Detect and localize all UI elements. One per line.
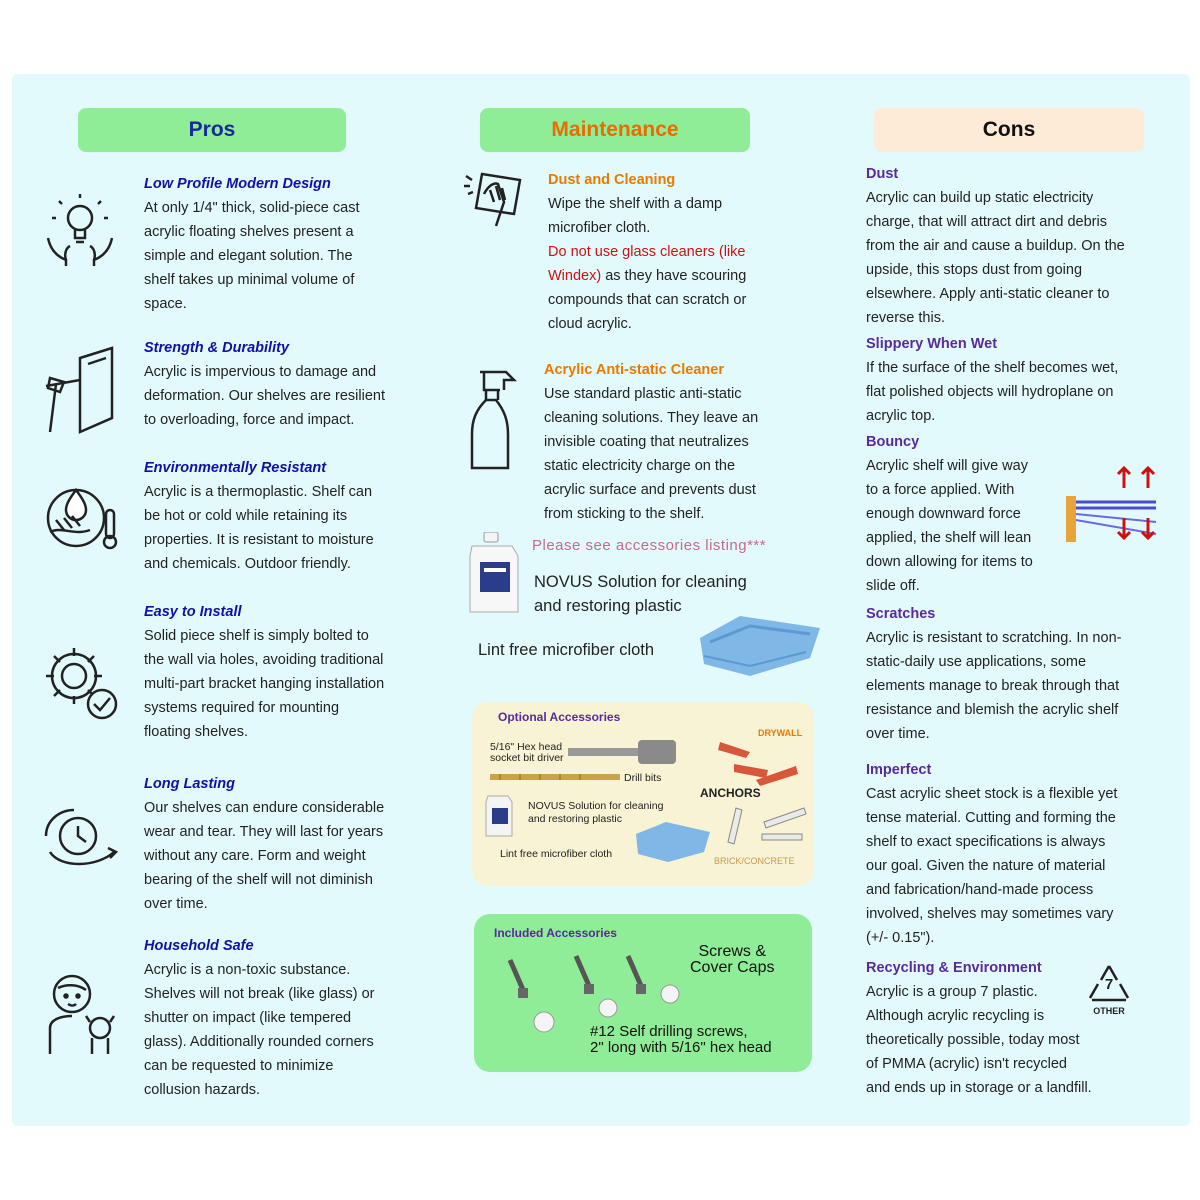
pros-item-line: Acrylic is impervious to damage and [144, 364, 377, 380]
anchors-label: ANCHORS [700, 786, 761, 800]
cons-item-dust [866, 162, 1166, 330]
recycle-number: 7 [1104, 976, 1114, 993]
pros-item-strength [144, 336, 444, 432]
drill-bits-label: Drill bits [624, 772, 662, 784]
microfiber-cloth-image [690, 610, 826, 676]
pros-header: Pros [78, 108, 346, 152]
pros-item-line: Acrylic is a thermoplastic. Shelf can [144, 484, 373, 500]
pros-item-install [144, 600, 444, 744]
included-accessories-box [474, 914, 812, 1072]
socket-driver-line: 5/16" Hex head [490, 741, 563, 753]
pros-item-low-profile [144, 172, 444, 316]
cons-item-line: to a force applied. With [866, 482, 1015, 498]
cons-item-bouncy [866, 430, 1066, 598]
cons-item-line: and ends up in storage or a landfill. [866, 1080, 1092, 1096]
pros-item-line: shutter on impact (like tempered [144, 1010, 352, 1026]
cons-item-line: flat polished objects will hydroplane on [866, 384, 1114, 400]
pros-item-line: simple and elegant solution. The [144, 248, 353, 264]
cons-item-imperfect [866, 758, 1176, 950]
cons-item-line: Cast acrylic sheet stock is a flexible yet [866, 786, 1118, 802]
pros-item-long-lasting [144, 772, 444, 916]
drywall-anchors-image [716, 734, 806, 794]
cons-item-line: theoretically possible, today most [866, 1032, 1080, 1048]
maintenance-antistatic-section [544, 358, 824, 526]
accessories-note: Please see accessories listing*** [532, 537, 767, 554]
cons-header: Cons [874, 108, 1144, 152]
pros-item-line: bearing of the shelf will not diminish [144, 872, 373, 888]
bouncy-shelf-diagram [1062, 464, 1162, 544]
cons-item-line: Although acrylic recycling is [866, 1008, 1045, 1024]
cons-item-line: charge, that will attract dirt and debris [866, 214, 1107, 230]
socket-driver-image [568, 738, 678, 766]
dust-line: Wipe the shelf with a damp [548, 196, 723, 212]
cloth-label: Lint free microfiber cloth [478, 641, 655, 659]
dust-cleaning-title: Dust and Cleaning [548, 172, 676, 188]
maintenance-header: Maintenance [480, 108, 750, 152]
pros-item-line: Shelves will not break (like glass) or [144, 986, 375, 1002]
pros-item-line: systems required for mounting [144, 700, 340, 716]
cons-item-line: down allowing for items to [866, 554, 1033, 570]
pros-item-title: Household Safe [144, 938, 254, 954]
pros-item-line: be hot or cold while retaining its [144, 508, 348, 524]
gear-check-icon [42, 644, 124, 726]
pros-item-line: properties. It is resistant to moisture [144, 532, 374, 548]
weather-resistance-icon [40, 480, 126, 556]
cons-item-title: Bouncy [866, 434, 920, 450]
novus-small-jug-image [484, 790, 516, 838]
antistatic-line: Use standard plastic anti-static [544, 386, 742, 402]
cons-item-line: elements manage to break through that [866, 678, 1120, 694]
optional-cloth-label: Lint free microfiber cloth [500, 848, 613, 860]
pros-item-line: acrylic floating shelves present a [144, 224, 354, 240]
dust-line: cloud acrylic. [548, 316, 632, 332]
pros-item-line: the wall via holes, avoiding traditional [144, 652, 384, 668]
pros-item-line: At only 1/4" thick, solid-piece cast [144, 200, 360, 216]
cons-item-line: elsewhere. Apply anti-static cleaner to [866, 286, 1110, 302]
cons-item-line: upside, this stops dust from going [866, 262, 1083, 278]
pros-item-line: and chemicals. Outdoor friendly. [144, 556, 351, 572]
antistatic-line: invisible coating that neutralizes [544, 434, 749, 450]
cons-item-slippery [866, 332, 1166, 428]
pros-item-title: Low Profile Modern Design [144, 176, 331, 192]
screws-caps-line: Screws & [698, 943, 767, 960]
cons-item-line: static-daily use applications, some [866, 654, 1087, 670]
recycle-label: OTHER [1093, 1006, 1125, 1016]
spray-bottle-icon [466, 368, 522, 472]
pros-item-title: Strength & Durability [144, 340, 290, 356]
pros-item-line: glass). Additionally rounded corners [144, 1034, 374, 1050]
cons-item-line: of PMMA (acrylic) isn't recycled [866, 1056, 1067, 1072]
cons-item-line: reverse this. [866, 310, 945, 326]
antistatic-line: from sticking to the shelf. [544, 506, 705, 522]
pros-item-line: without any care. Form and weight [144, 848, 366, 864]
recycle-7-icon [1084, 962, 1134, 1024]
screws-caps-label [690, 944, 774, 976]
included-accessories-title: Included Accessories [494, 926, 617, 940]
cons-item-line: If the surface of the shelf becomes wet, [866, 360, 1119, 376]
cons-item-title: Recycling & Environment [866, 960, 1042, 976]
pros-item-line: deformation. Our shelves are resilient [144, 388, 385, 404]
dust-line: compounds that can scratch or [548, 292, 747, 308]
cons-item-line: shelf to exact specifications is always [866, 834, 1106, 850]
dust-warning-line: Do not use glass cleaners (like [548, 244, 746, 260]
cons-item-line: from the air and cause a buildup. On the [866, 238, 1125, 254]
dust-warning-tail: as they have scouring [601, 268, 747, 284]
clock-cycle-icon [42, 808, 122, 870]
antistatic-title: Acrylic Anti-static Cleaner [544, 362, 724, 378]
screws-description-line: 2" long with 5/16" hex head [590, 1039, 772, 1056]
brick-anchors-image [724, 802, 808, 858]
dust-warning-line: Windex) [548, 268, 602, 284]
pros-item-title: Easy to Install [144, 604, 242, 620]
pros-item-title: Long Lasting [144, 776, 236, 792]
child-dog-icon [42, 968, 122, 1058]
pros-item-line: can be requested to minimize [144, 1058, 334, 1074]
optional-novus-line: NOVUS Solution for cleaning [528, 800, 664, 812]
cons-item-line: Acrylic can build up static electricity [866, 190, 1094, 206]
pros-item-line: Solid piece shelf is simply bolted to [144, 628, 369, 644]
cons-item-line: (+/- 0.15"). [866, 930, 935, 946]
cons-item-line: and fabrication/hand-made process [866, 882, 1094, 898]
cons-item-line: Acrylic is resistant to scratching. In non- [866, 630, 1122, 646]
pros-item-title: Environmentally Resistant [144, 460, 327, 476]
cons-item-line: applied, the shelf will lean [866, 530, 1032, 546]
novus-line: NOVUS Solution for cleaning [534, 573, 747, 591]
lightbulb-hands-icon [40, 190, 120, 270]
cons-item-line: our goal. Given the nature of material [866, 858, 1106, 874]
cons-item-line: involved, shelves may sometimes vary [866, 906, 1114, 922]
brick-concrete-label: BRICK/CONCRETE [714, 856, 795, 866]
antistatic-line: cleaning solutions. They leave an [544, 410, 759, 426]
screws-description-line: #12 Self drilling screws, [590, 1023, 748, 1040]
cons-item-line: over time. [866, 726, 930, 742]
pros-item-environment [144, 456, 444, 576]
wiping-hand-icon [460, 164, 532, 236]
cons-item-title: Imperfect [866, 762, 932, 778]
pros-item-line: to overloading, force and impact. [144, 412, 355, 428]
cons-item-scratches [866, 602, 1176, 746]
pros-item-line: Our shelves can endure considerable [144, 800, 385, 816]
pros-item-line: Acrylic is a non-toxic substance. [144, 962, 351, 978]
cons-item-line: enough downward force [866, 506, 1021, 522]
maintenance-dust-section [548, 168, 828, 336]
optional-cloth-image [632, 818, 712, 862]
cons-item-line: acrylic top. [866, 408, 936, 424]
socket-driver-label [490, 742, 564, 764]
cons-item-title: Dust [866, 166, 899, 182]
hammer-glass-icon [40, 344, 122, 436]
cons-item-line: Acrylic shelf will give way [866, 458, 1028, 474]
optional-novus-line: and restoring plastic [528, 813, 622, 825]
novus-line: and restoring plastic [534, 597, 682, 615]
screws-caps-line: Cover Caps [690, 959, 775, 976]
cons-item-line: Acrylic is a group 7 plastic. [866, 984, 1038, 1000]
cons-item-title: Scratches [866, 606, 936, 622]
pros-item-line: space. [144, 296, 187, 312]
socket-driver-line: socket bit driver [490, 752, 564, 764]
screws-description [590, 1024, 772, 1056]
cons-item-line: tense material. Cutting and forming the [866, 810, 1116, 826]
pros-item-line: floating shelves. [144, 724, 248, 740]
pros-item-line: over time. [144, 896, 208, 912]
pros-item-line: collusion hazards. [144, 1082, 261, 1098]
pros-item-household-safe [144, 934, 444, 1102]
optional-accessories-title: Optional Accessories [498, 710, 621, 724]
antistatic-line: static electricity charge on the [544, 458, 736, 474]
antistatic-line: acrylic surface and prevents dust [544, 482, 756, 498]
dust-line: microfiber cloth. [548, 220, 651, 236]
drill-bits-image [490, 772, 620, 782]
drywall-label: DRYWALL [758, 728, 803, 738]
cons-item-line: resistance and blemish the acrylic shelf [866, 702, 1119, 718]
cons-item-title: Slippery When Wet [866, 336, 998, 352]
optional-accessories-box [472, 702, 814, 886]
novus-jug-image [466, 532, 524, 616]
pros-item-line: wear and tear. They will last for years [144, 824, 384, 840]
pros-item-line: multi-part bracket hanging installation [144, 676, 385, 692]
cons-item-line: slide off. [866, 578, 920, 594]
pros-item-line: shelf takes up minimal volume of [144, 272, 355, 288]
